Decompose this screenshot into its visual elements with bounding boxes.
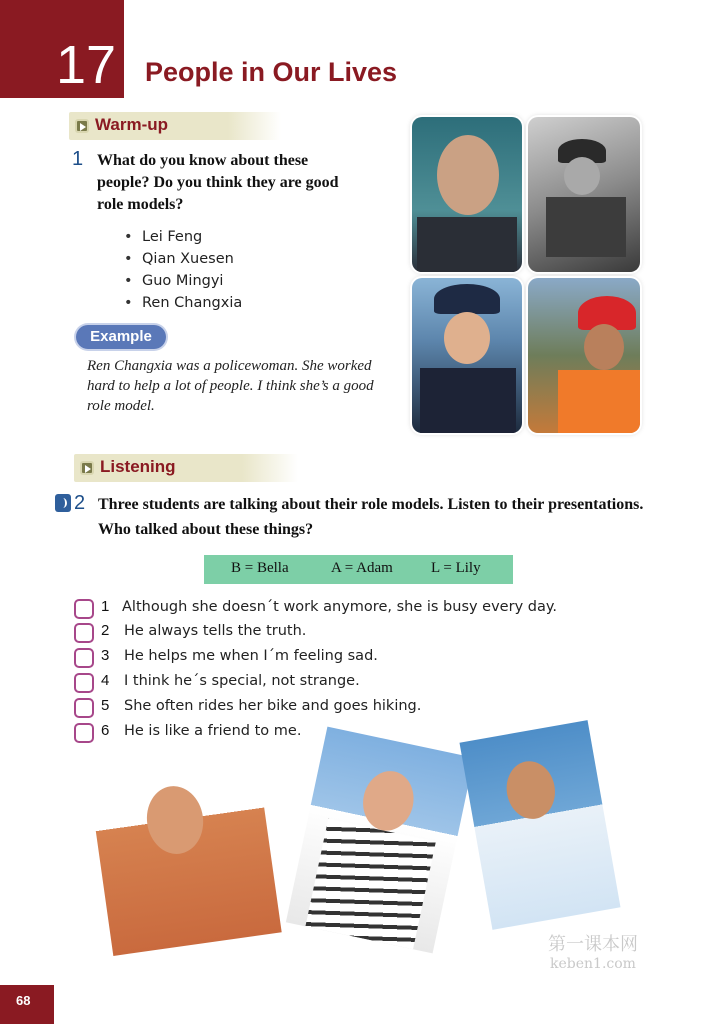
question-number-2: 2	[74, 492, 86, 514]
item-text: I think he´s special, not strange.	[124, 673, 360, 689]
warmup-question: What do you know about these people? Do you think they are good role models?	[97, 152, 339, 213]
legend-lily: L = Lily	[431, 560, 481, 576]
answer-box[interactable]	[74, 599, 94, 619]
page-number-box	[0, 985, 54, 1024]
photo-lily	[459, 720, 620, 930]
listening-tag	[74, 454, 298, 482]
answer-box[interactable]	[74, 673, 94, 693]
item-text: Although she doesn´t work anymore, she is busy every day.	[122, 599, 557, 615]
item-text: She often rides her bike and goes hiking.	[124, 698, 422, 714]
item-number: 4	[101, 672, 110, 689]
item-number: 5	[101, 697, 110, 714]
unit-title: People in Our Lives	[145, 57, 398, 87]
people-list	[124, 226, 242, 314]
answer-box[interactable]	[74, 623, 94, 643]
legend-adam: A = Adam	[331, 560, 393, 576]
list-item: • Qian Xuesen	[124, 248, 242, 270]
warmup-tag-label: Warm-up	[95, 115, 169, 134]
photo-qian-xuesen	[412, 117, 522, 272]
photo-ren-changxia	[412, 278, 522, 433]
example-text: Ren Changxia was a policewoman. She worked hard to help a lot of people. I think she’s a good role model.	[87, 358, 374, 414]
listening-instruction: Three students are talking about their role models. Listen to their presentations. Who talked about these things?	[98, 496, 644, 538]
listening-tag-label: Listening	[100, 457, 176, 476]
example-badge	[76, 325, 166, 349]
list-item: • Lei Feng	[124, 226, 242, 248]
item-number: 6	[101, 722, 110, 739]
watermark-en: keben1.com	[550, 956, 636, 972]
audio-icon	[55, 494, 71, 512]
photo-bella	[286, 727, 474, 954]
item-number: 3	[101, 647, 110, 664]
warmup-tag	[69, 112, 281, 140]
item-number: 2	[101, 622, 110, 639]
watermark-cn: 第一课本网	[548, 934, 638, 955]
photo-lei-feng	[528, 117, 640, 272]
item-text: He is like a friend to me.	[124, 723, 302, 739]
example-label: Example	[90, 328, 152, 345]
page-number: 68	[16, 993, 31, 1008]
speaker-legend	[204, 555, 513, 584]
item-text: He helps me when I´m feeling sad.	[124, 648, 378, 664]
unit-number: 17	[56, 35, 117, 95]
watermark	[548, 930, 668, 972]
answer-box[interactable]	[74, 648, 94, 668]
question-number-1: 1	[72, 148, 84, 170]
list-item: • Ren Changxia	[124, 292, 242, 314]
answer-box[interactable]	[74, 723, 94, 743]
play-icon	[75, 119, 89, 133]
legend-bella: B = Bella	[231, 560, 289, 576]
list-item: • Guo Mingyi	[124, 270, 242, 292]
item-text: He always tells the truth.	[124, 623, 307, 639]
play-icon	[80, 461, 94, 475]
photo-guo-mingyi	[528, 278, 640, 433]
photo-adam	[88, 754, 281, 956]
item-number: 1	[101, 598, 110, 615]
answer-box[interactable]	[74, 698, 94, 718]
